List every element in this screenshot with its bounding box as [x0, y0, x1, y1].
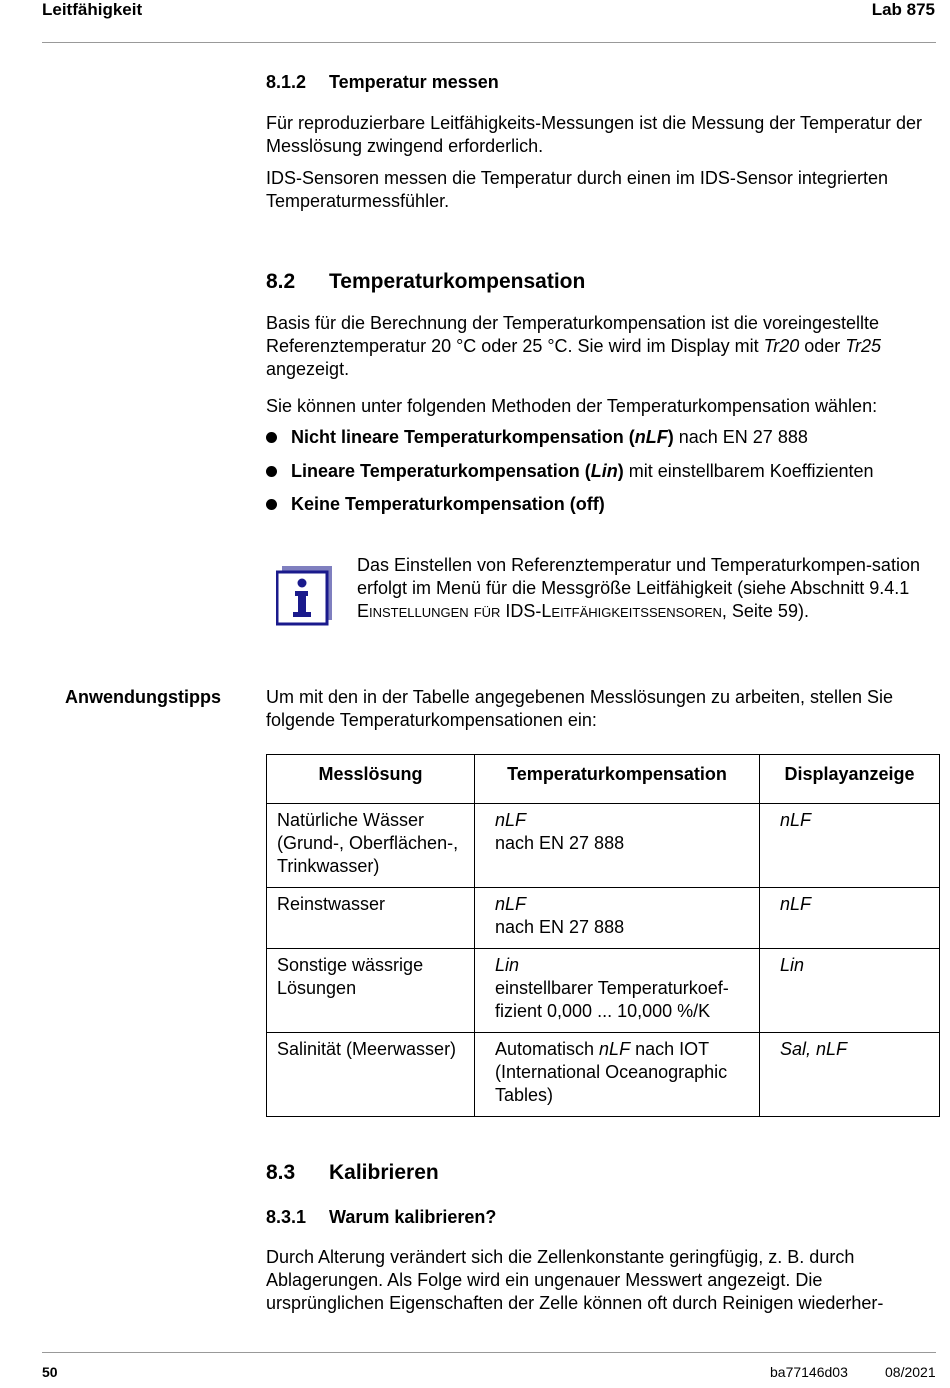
- section-8-1-2-heading: [266, 71, 499, 94]
- info-note-text: [357, 554, 937, 623]
- cross-reference-link[interactable]: Einstellungen für IDS-Leitfähigkeitssensoren: [357, 601, 722, 621]
- paragraph: Für reproduzierbare Leitfähigkeits-Messungen ist die Messung der Temperatur der Messlösung zwingend erforderlich.: [266, 113, 922, 156]
- column-header: Temperaturkompensation: [475, 755, 760, 804]
- section-8-3-1-heading: [266, 1206, 496, 1229]
- method-name-close: ): [617, 460, 624, 481]
- compensation-detail: nach IOT (International Oceanographic Tables): [495, 1039, 728, 1105]
- bullet-icon: [266, 499, 277, 510]
- column-header: Messlösung: [267, 755, 475, 804]
- compensation-detail: nach EN 27 888: [495, 917, 625, 937]
- paragraph: [266, 312, 941, 381]
- table-row: [267, 1033, 940, 1117]
- solution-cell: Natürliche Wässer (Grund-, Oberflächen-, Trinkwasser): [267, 804, 475, 888]
- display-code: nLF: [495, 810, 527, 830]
- paragraph: Durch Alterung verändert sich die Zellenkonstante geringfügig, z. B. durch Ablagerungen. Als Folge wird ein ungenauer Messwert angezeigt. Die ursprünglichen Eigenschaften der Zelle können oft durch Reinigen wiederher-: [266, 1247, 884, 1313]
- compensation-method-list: [266, 426, 946, 527]
- text-span: oder: [799, 336, 846, 356]
- display-code: nLF: [495, 894, 527, 914]
- compensation-cell: [475, 1033, 760, 1117]
- document-id: ba77146d03: [770, 1364, 848, 1380]
- paragraph: IDS-Sensoren messen die Temperatur durch einen im IDS-Sensor integrierten Temperaturmessfühler.: [266, 168, 888, 211]
- table-header-row: [267, 755, 940, 804]
- bullet-icon: [266, 432, 277, 443]
- document-date: 08/2021: [885, 1364, 936, 1380]
- section-number: 8.3: [266, 1161, 296, 1184]
- section-number: 8.1.2: [266, 72, 307, 92]
- method-detail: mit einstellbarem Koeffizienten: [623, 460, 874, 481]
- display-code: Sal, nLF: [780, 1039, 848, 1059]
- section-title: Kalibrieren: [329, 1161, 439, 1184]
- compensation-cell: [475, 949, 760, 1033]
- display-code: Tr20: [763, 336, 800, 356]
- header-rule: [42, 42, 936, 43]
- paragraph: Um mit den in der Tabelle angegebenen Messlösungen zu arbeiten, stellen Sie folgende Temperaturkompensationen ein:: [266, 687, 894, 730]
- method-name-close: ): [667, 427, 674, 447]
- page-number: 50: [42, 1364, 58, 1380]
- running-header-chapter: Leitfähigkeit: [42, 0, 143, 19]
- display-code: nLF: [634, 427, 668, 447]
- solution-cell: Reinstwasser: [267, 888, 475, 949]
- footer-rule: [42, 1352, 936, 1353]
- method-name: Keine Temperaturkompensation (off): [291, 494, 605, 514]
- table-row: [267, 949, 940, 1033]
- text-span: Das Einstellen von Referenztemperatur und Temperaturkompen-sation erfolgt im Menü für die Messgröße Leitfähigkeit (siehe Abschnitt 9.4.1: [357, 555, 920, 598]
- compensation-table: [266, 754, 940, 1117]
- table-row: [267, 888, 940, 949]
- paragraph: Sie können unter folgenden Methoden der Temperaturkompensation wählen:: [266, 396, 878, 416]
- section-title: Temperaturkompensation: [329, 270, 586, 293]
- table-row: [267, 804, 940, 888]
- compensation-detail: einstellbarer Temperaturkoef-fizient 0,000 ... 10,000 %/K: [495, 978, 729, 1021]
- section-title: Warum kalibrieren?: [329, 1207, 497, 1227]
- bullet-icon: [266, 466, 277, 477]
- compensation-cell: [475, 888, 760, 949]
- display-cell: [760, 804, 940, 888]
- compensation-cell: [475, 804, 760, 888]
- display-code: Lin: [590, 460, 618, 481]
- method-name: Nicht lineare Temperaturkompensation (: [291, 427, 635, 447]
- text-span: , Seite 59).: [721, 601, 809, 621]
- running-header-device: Lab 875: [871, 0, 935, 19]
- display-code: Lin: [495, 955, 520, 975]
- display-code: nLF: [780, 810, 812, 830]
- section-8-2-heading: [266, 270, 585, 293]
- display-code: Lin: [780, 955, 805, 975]
- display-code: Tr25: [845, 336, 881, 356]
- list-item: [266, 493, 946, 527]
- solution-cell: Salinität (Meerwasser): [267, 1033, 475, 1117]
- display-cell: [760, 888, 940, 949]
- section-number: 8.3.1: [266, 1207, 307, 1227]
- section-title: Temperatur messen: [329, 72, 499, 92]
- list-item: [266, 460, 946, 494]
- compensation-prefix: Automatisch: [495, 1039, 600, 1059]
- display-cell: [760, 1033, 940, 1117]
- text-span: Basis für die Berechnung der Temperaturkompensation ist die voreingestellte Referenztemperatur 20 °C oder 25 °C. Sie wird im Display mit: [266, 313, 880, 356]
- column-header: Displayanzeige: [760, 755, 940, 804]
- method-name: Lineare Temperaturkompensation (: [291, 460, 591, 481]
- method-detail: nach EN 27 888: [673, 427, 808, 447]
- display-cell: [760, 949, 940, 1033]
- section-8-3-heading: [266, 1161, 439, 1184]
- info-icon: [276, 566, 332, 626]
- compensation-detail: nach EN 27 888: [495, 833, 625, 853]
- list-item: [266, 426, 946, 460]
- section-number: 8.2: [266, 270, 296, 293]
- display-code: nLF: [780, 894, 812, 914]
- margin-label: Anwendungstipps: [65, 687, 221, 707]
- display-code: nLF: [599, 1039, 631, 1059]
- text-span: angezeigt.: [266, 359, 350, 379]
- solution-cell: Sonstige wässrige Lösungen: [267, 949, 475, 1033]
